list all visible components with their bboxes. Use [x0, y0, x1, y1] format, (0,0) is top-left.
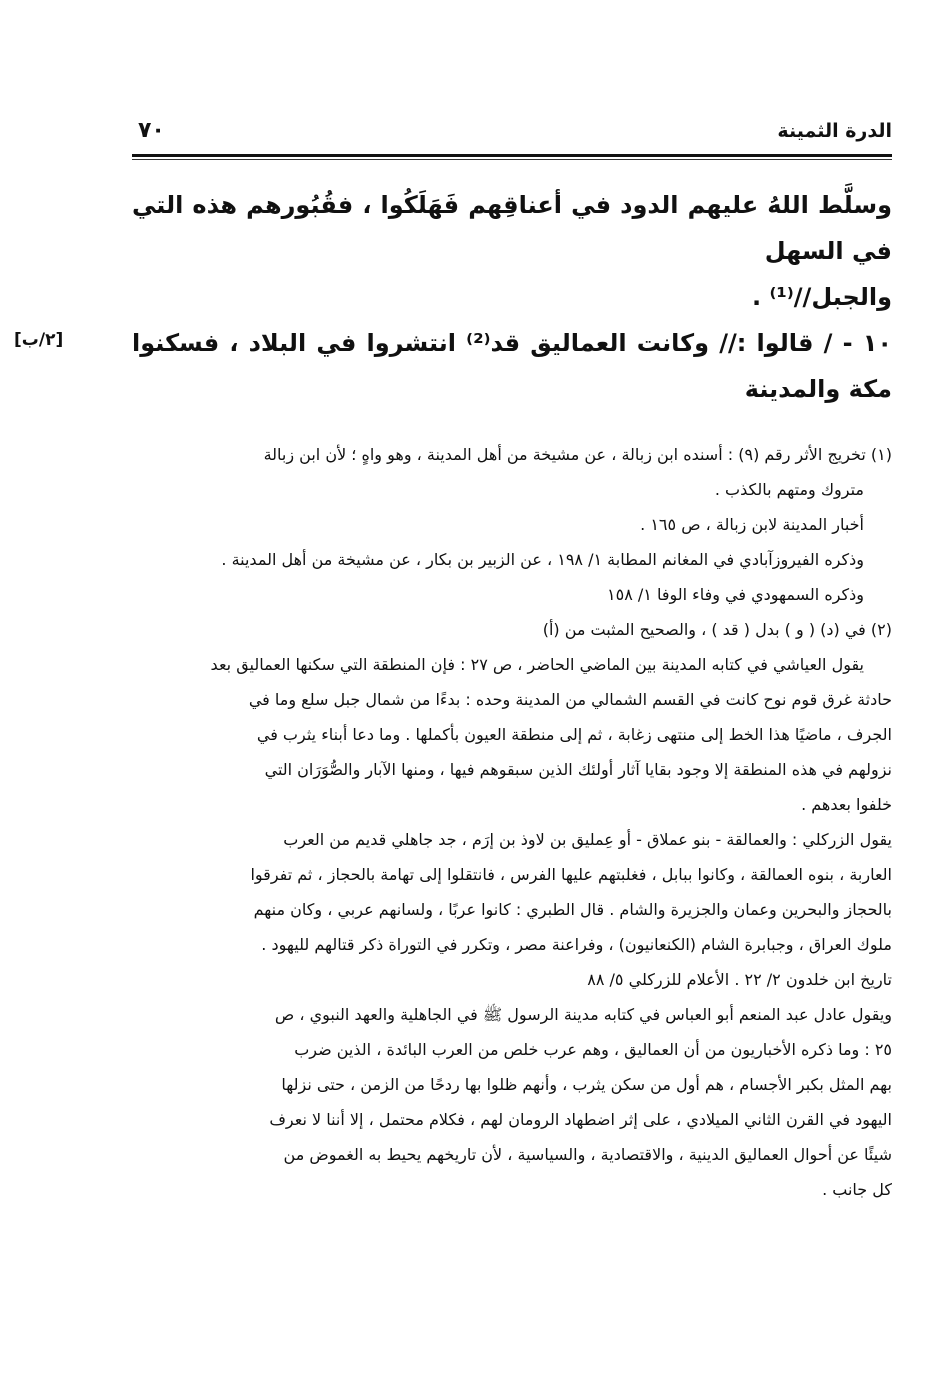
running-header — [132, 118, 892, 152]
header-rule-thin — [132, 159, 892, 160]
footnote-line: ملوك العراق ، وجبابرة الشام (الكنعانيون) ، وفراعنة مصر ، وتكرر في التوراة ذكر قتالهم لليهود . — [261, 935, 892, 954]
footnote-line: نزولهم في هذه المنطقة إلا وجود بقايا آثار أولئك الذين سبقوهم فيها ، ومنها الآبار والصُّوَرَان التي — [264, 760, 892, 779]
manuscript-folio-note: [٢/ب] — [14, 330, 64, 350]
footnote-line: (٢) في (د) ( و ) بدل ( قد ) ، والصحيح المثبت من (أ) — [542, 620, 892, 639]
footnote-line: متروك ومتهم بالكذب . — [714, 480, 864, 499]
footnote-line: ويقول عادل عبد المنعم أبو العباس في كتابه مدينة الرسول ﷺ في الجاهلية والعهد النبوي ، ص — [274, 1005, 892, 1024]
footnotes — [132, 440, 892, 1204]
footnote-line: تاريخ ابن خلدون ٢/ ٢٢ . الأعلام للزركلي ٥/ ٨٨ — [587, 970, 892, 989]
footnote-line: خلفوا بعدهم . — [801, 795, 892, 814]
book-page — [14, 0, 893, 1204]
footnote-line: أخبار المدينة لابن زبالة ، ص ١٦٥ . — [640, 515, 864, 534]
page-number: ٧٠ — [138, 118, 165, 143]
footnote-line: يقول العياشي في كتابه المدينة بين الماضي الحاضر ، ص ٢٧ : فإن المنطقة التي سكنها العماليق بعد — [210, 655, 864, 674]
footnote-line: حادثة غرق قوم نوح كانت في القسم الشمالي من المدينة وحده : بدءًا من شمال جبل سلع وما في — [248, 690, 892, 709]
main-line: والجبل//⁽¹⁾ . — [751, 283, 892, 311]
footnote-line: العاربة ، بنوه العمالقة ، وكانوا ببابل ، فغلبتهم عليها الفرس ، فانتقلوا إلى تهامة بالحجاز ، ثم تفرقوا — [250, 865, 892, 884]
main-text — [14, 182, 893, 412]
footnote-line: وذكره السمهودي في وفاء الوفا ١/ ١٥٨ — [607, 585, 864, 604]
header-rule — [132, 154, 892, 157]
footnote-line: ٢٥ : وما ذكره الأخباريون من أن العماليق ، وهم عرب خلص من العرب البائدة ، الذين ضرب — [294, 1040, 892, 1059]
footnote-line: الجرف ، ماضيًا هذا الخط إلى منتهى زغابة ، ثم إلى منطقة العيون بأكملها . وما دعا أبناء يثرب في — [256, 725, 892, 744]
footnote-line: بهم المثل بكبر الأجسام ، هم أول من سكن يثرب ، وأنهم ظلوا بها ردحًا من الزمن ، حتى نزلها — [281, 1075, 892, 1094]
footnote-line: شيئًا عن أحوال العماليق الدينية ، والاقتصادية ، والسياسية ، لأن تاريخهم يحيط به الغموض من — [283, 1145, 892, 1164]
book-title: الدرة الثمينة — [777, 120, 892, 142]
footnote-line: بالحجاز والبحرين وعمان والجزيرة والشام . قال الطبري : كانوا عربًا ، ولسانهم عربي ، وكان منهم — [253, 900, 892, 919]
footnote-line: وذكره الفيروزآبادي في المغانم المطابة ١/ ١٩٨ ، عن الزبير بن بكار ، عن مشيخة من أهل المدينة . — [221, 550, 864, 569]
main-line: وسلَّط اللهُ عليهم الدود في أعناقِهم فَهَلَكُوا ، فقُبُورهم هذه التي في السهل — [132, 191, 892, 265]
footnote-line: يقول الزركلي : والعمالقة - بنو عملاق - أو عِمليق بن لاوذ بن إرَم ، جد جاهلي قديم من العرب — [283, 830, 892, 849]
footnote-line: (١) تخريج الأثر رقم (٩) : أسنده ابن زبالة ، عن مشيخة من أهل المدينة ، وهو واهٍ ؛ لأن ابن زبالة — [263, 445, 892, 464]
main-line: ١٠ - / قالوا :// وكانت العماليق قد⁽²⁾ انتشروا في البلاد ، فسكنوا مكة والمدينة — [132, 329, 893, 403]
footnote-line: كل جانب . — [822, 1180, 892, 1199]
footnote-line: اليهود في القرن الثاني الميلادي ، على إثر اضطهاد الرومان لهم ، فكلام محتمل ، إلا أننا لا نعرف — [269, 1110, 892, 1129]
